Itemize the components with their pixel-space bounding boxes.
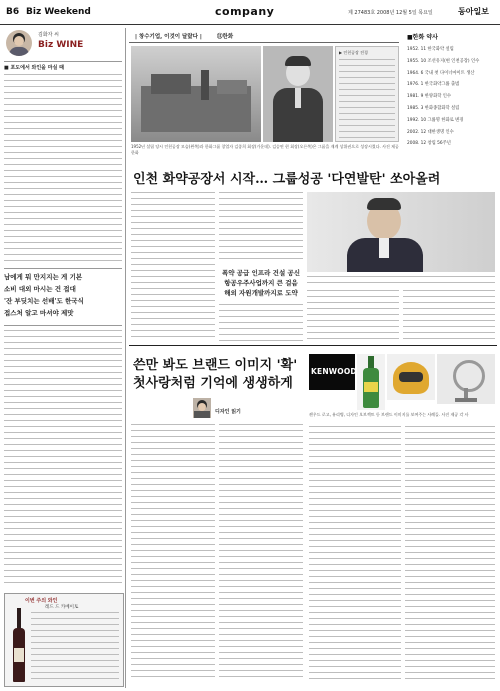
masthead-date: 제 27483호 2008년 12월 5일 목요일 [348, 10, 433, 16]
history-item: 2002. 12 대한생명 인수 [407, 129, 454, 135]
wine-body-text [4, 330, 122, 588]
company-label: ⑪한화 [217, 34, 234, 40]
column-divider [125, 28, 126, 688]
history-item: 1952. 11 한국화약 설립 [407, 47, 454, 52]
divider [4, 325, 122, 326]
fan-image [437, 354, 495, 404]
design-body-col1 [131, 424, 215, 682]
wine-promo-name: 레드 드 카베이토 [45, 605, 79, 610]
wine-promo-text [31, 612, 119, 682]
columnist-portrait [193, 398, 211, 418]
article-hanwha [129, 28, 497, 344]
wine-intro: ■ 포도에서 와인을 마실 때 [4, 65, 64, 71]
article-body-col2 [219, 192, 303, 262]
article-subhead-line: 항공우주사업까지 큰 걸음 [224, 279, 298, 287]
history-item: 1981. 9 한양화학 인수 [407, 94, 452, 100]
sub-photo-box [335, 46, 399, 142]
article-body-col1 [131, 192, 215, 342]
history-sidebar-title: ■한화 약사 [407, 34, 438, 41]
masthead-section-title: company [215, 5, 275, 18]
design-body-col4 [405, 426, 495, 682]
history-sidebar [405, 30, 495, 154]
design-headline-line2: 첫사랑처럼 기억에 생생하게 [133, 376, 293, 391]
chairman-caption-lines [307, 276, 495, 288]
photo-caption: 1952년 설립 당시 인천공장 모습(왼쪽)과 한화그룹 창업자 김종희 회장(가운데). 김승연 현 회장(오른쪽)은 그룹을 재계 상위권으로 성장시켰다. 사진 제공 한화 [131, 144, 399, 155]
article-design [129, 348, 497, 688]
kenwood-logo-image [309, 354, 355, 390]
chairman-photo [307, 192, 495, 272]
design-headline-line1: 쓴만 봐도 브랜드 이미지 '확' [133, 358, 298, 373]
history-list [407, 44, 495, 150]
sub-photo-label: ▶ 인천공장 전경 [339, 50, 368, 55]
wine-column-title: Biz WINE [38, 40, 84, 50]
history-item: 1964. 6 국내 첫 다이너마이트 생산 [407, 70, 475, 76]
wine-promo-label: 이번 주의 와인 [25, 598, 58, 604]
factory-photo [131, 46, 261, 142]
article-subhead [219, 268, 303, 298]
design-body-col3 [309, 426, 401, 682]
wine-subheading-line: 소비 대외 마시는 건 접대 [4, 285, 76, 293]
kicker-rule [129, 42, 399, 43]
newspaper-name: 동아일보 [458, 7, 489, 16]
wine-subheading-line: '잔 부딪치는 선배'도 한국식 [4, 297, 84, 305]
history-item: 2008. 12 창립 56주년 [407, 141, 451, 147]
wine-body-text [4, 74, 122, 264]
bottle-image [357, 354, 385, 410]
founder-portrait-photo [263, 46, 333, 142]
page-number: B6 [6, 7, 20, 17]
wine-subheading-line: 남에게 뭐 만지지는 게 기본 [4, 273, 83, 281]
history-item: 1992. 10 그룹명 한화로 변경 [407, 117, 464, 123]
columnist-label: 디자인 읽기 [215, 409, 241, 415]
article-subhead-line: 해외 자원개발까지로 도약 [224, 289, 298, 297]
series-kicker: | 창수기업, 이것이 달랐다 | [135, 34, 202, 40]
history-item: 1976. 1 한국화약그룹 출범 [407, 82, 460, 88]
wine-column [4, 28, 122, 686]
article-body-col4 [403, 290, 495, 342]
divider [4, 268, 122, 269]
wine-subheading [4, 271, 122, 319]
wine-promo-box [4, 593, 124, 687]
helmet-image [387, 354, 435, 400]
design-body-col2 [219, 424, 303, 682]
history-item: 1955. 10 조선유지(현 인천공장) 인수 [407, 58, 480, 64]
wine-byline: 김화자 씨 [38, 32, 59, 38]
wine-bottle-image [11, 608, 27, 682]
article-headline: 인천 화약공장서 시작… 그룹성공 '다연발탄' 쏘아올려 [133, 172, 441, 187]
history-item: 1985. 3 한화종합화학 설립 [407, 105, 460, 111]
author-portrait [6, 30, 32, 56]
article-body-col3 [307, 290, 399, 342]
article-subhead-line: 폭약 공급 인프라 건설 공신 [221, 269, 301, 277]
section-name: Biz Weekend [26, 7, 91, 17]
sub-photo-text [339, 59, 395, 139]
article-divider [129, 345, 497, 346]
kenwood-logo-text: KENWOOD [311, 367, 357, 376]
wine-subheading-line: 접스처 알고 마셔야 제맛 [4, 309, 74, 317]
article-body-col2-lower [219, 304, 303, 342]
design-photo-caption: 켄우드 로고, 유리병, 디자인 오브젝트 등 브랜드 이미지를 보여주는 사례들. 사진 제공 각 사 [309, 412, 469, 417]
divider [4, 61, 122, 62]
